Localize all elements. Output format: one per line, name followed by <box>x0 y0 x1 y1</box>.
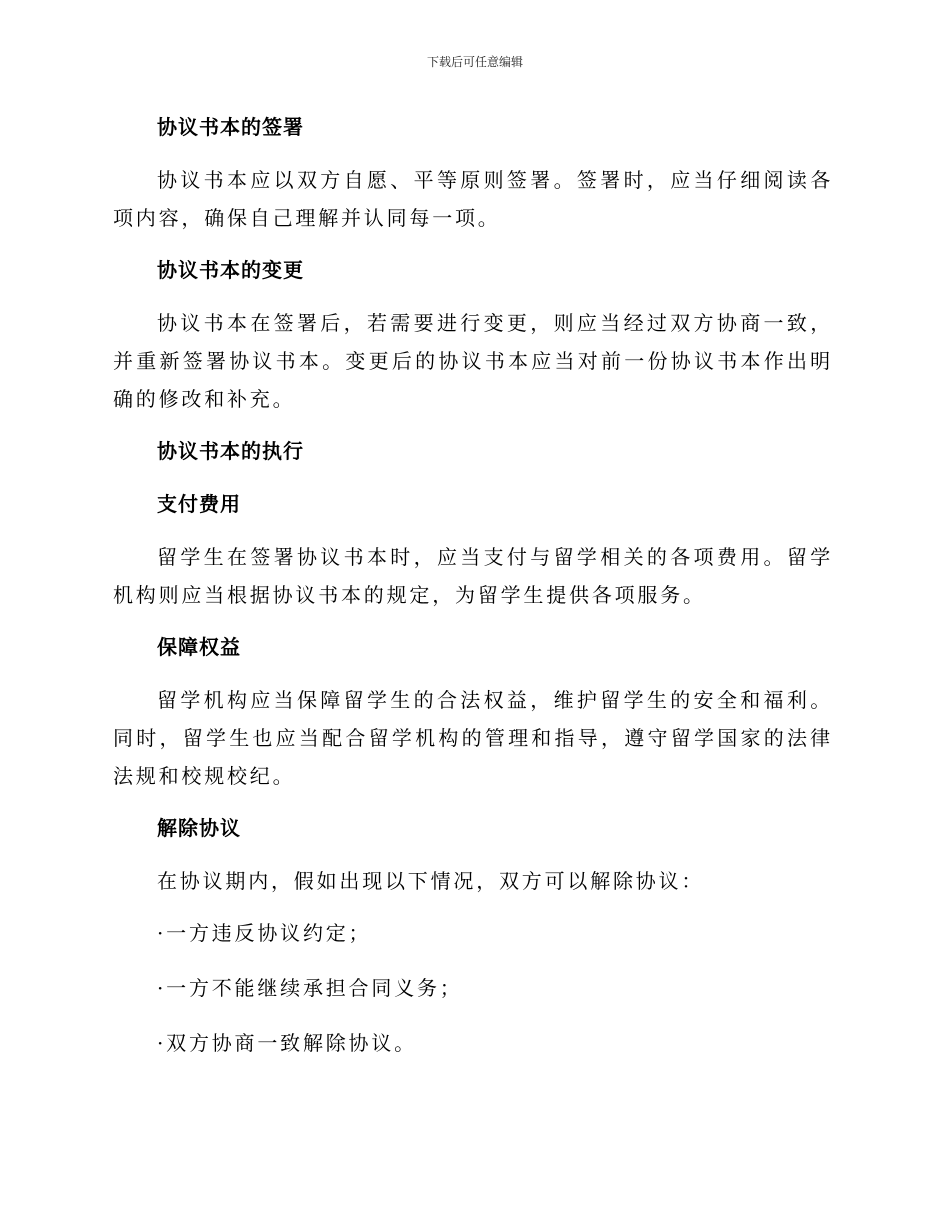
section-heading-termination: 解除协议 <box>157 816 241 840</box>
paragraph-amendment: 协议书本在签署后，若需要进行变更，则应当经过双方协商一致，并重新签署协议书本。变更后的协议书本应当对前一份协议书本作出明确的修改和补充。 <box>113 311 833 411</box>
section-heading-execution: 协议书本的执行 <box>157 439 304 463</box>
section-heading-payment: 支付费用 <box>157 492 241 516</box>
page-header: 下载后可任意编辑 <box>426 55 523 69</box>
document-body <box>113 108 833 1079</box>
paragraph-payment: 留学生在签署协议书本时，应当支付与留学相关的各项费用。留学机构则应当根据协议书本的规定，为留学生提供各项服务。 <box>113 545 833 607</box>
paragraph-termination: 在协议期内，假如出现以下情况，双方可以解除协议： <box>157 869 705 893</box>
section-heading-rights: 保障权益 <box>157 635 241 659</box>
list-item: ·一方不能继续承担合同义务； <box>157 976 463 1000</box>
list-item: ·一方违反协议约定； <box>157 921 372 945</box>
paragraph-rights: 留学机构应当保障留学生的合法权益，维护留学生的安全和福利。同时，留学生也应当配合留学机构的管理和指导，遵守留学国家的法律法规和校规校纪。 <box>113 688 833 788</box>
list-item: ·双方协商一致解除协议。 <box>157 1031 417 1055</box>
section-heading-signing: 协议书本的签署 <box>157 115 304 139</box>
section-heading-amendment: 协议书本的变更 <box>157 258 304 282</box>
paragraph-signing: 协议书本应以双方自愿、平等原则签署。签署时，应当仔细阅读各项内容，确保自己理解并认同每一项。 <box>113 168 833 230</box>
